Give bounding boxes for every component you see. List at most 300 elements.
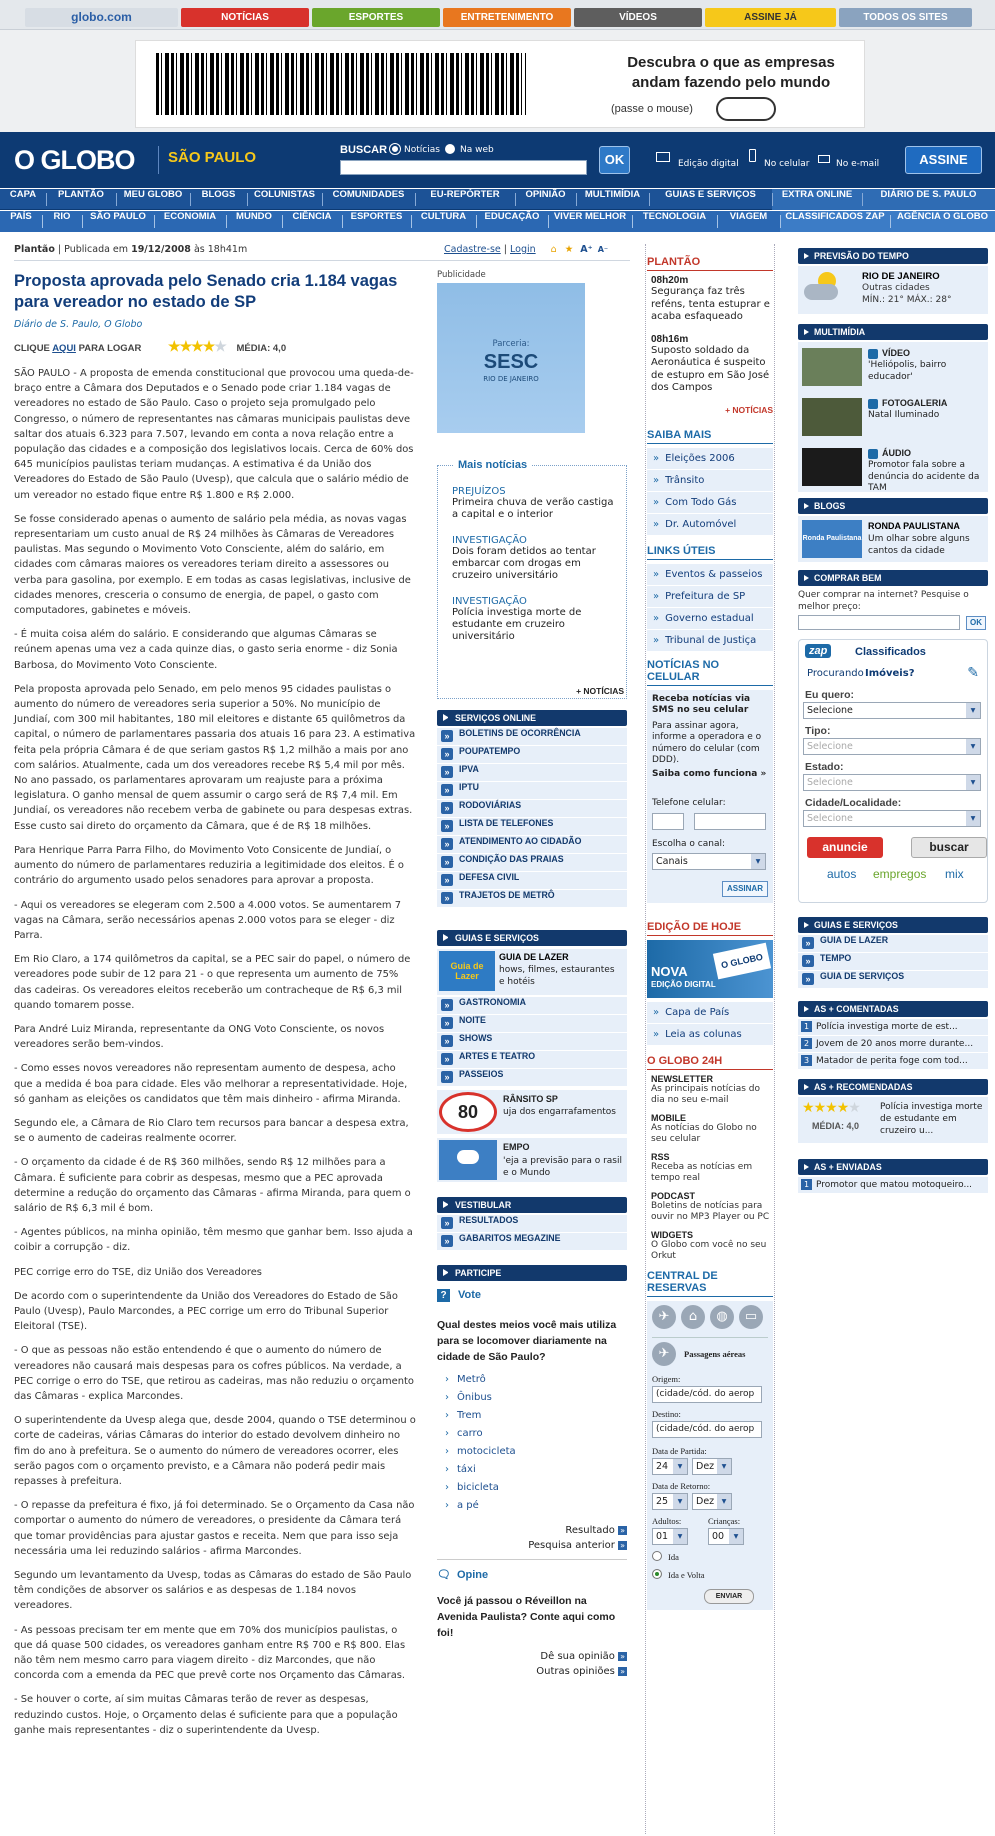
zap-logo[interactable]: zap — [805, 644, 831, 658]
tab-esportes[interactable]: ESPORTES — [312, 8, 440, 27]
section-nav-4[interactable]: MUNDO — [236, 211, 272, 222]
guia-lazer-title: GUIA DE LAZER — [499, 952, 569, 962]
tab-entretenimento[interactable]: ENTRETENIMENTO — [443, 8, 571, 27]
zap-field-select[interactable]: Selecione ▾ — [803, 738, 981, 755]
opine-question: Você já passou o Réveillon na Avenida Paulista? Conte aqui como foi! — [437, 1595, 616, 1639]
mais-noticia-tag: INVESTIGAÇÃO — [452, 535, 527, 546]
article-body — [14, 366, 416, 1738]
poll-bullet: › — [445, 1428, 449, 1439]
poll-option[interactable] — [437, 1425, 627, 1443]
rate-login-link[interactable]: AQUI — [52, 343, 76, 354]
nav-11[interactable]: DIÁRIO DE S. PAULO — [862, 189, 995, 210]
published-date: 19/12/2008 — [131, 244, 191, 255]
servico-link[interactable]: » ATENDIMENTO AO CIDADÃO — [437, 836, 627, 854]
rank-number: 2 — [801, 1038, 812, 1049]
plantao-mais-link[interactable]: + NOTÍCIAS — [725, 404, 773, 415]
links-uteis-link-label[interactable]: Tribunal de Justiça — [665, 634, 757, 646]
multimidia-type[interactable]: VÍDEO — [882, 348, 911, 358]
destino-input[interactable]: (cidade/cód. do aerop — [652, 1421, 762, 1438]
outras-cidades-link[interactable]: Outras cidades — [862, 283, 930, 293]
poll-bullet: › — [445, 1464, 449, 1475]
multimidia-item[interactable] — [798, 342, 988, 392]
de-sua-opiniao-link[interactable]: Dê sua opinião — [540, 1651, 615, 1662]
assinar-button[interactable]: ASSINAR — [722, 881, 768, 897]
outras-opinioes-link[interactable]: Outras opiniões — [536, 1666, 615, 1677]
links-uteis-link[interactable] — [647, 608, 773, 629]
links-uteis-link[interactable] — [647, 586, 773, 607]
poll-option[interactable] — [437, 1461, 627, 1479]
blog-item[interactable] — [798, 516, 988, 562]
nav-separator — [515, 193, 516, 206]
vestibular-link[interactable]: » GABARITOS MEGAZINE — [437, 1233, 627, 1251]
tab-todos-os-sites[interactable]: TODOS OS SITES — [839, 8, 972, 27]
section-nav-0[interactable]: PAÍS — [10, 211, 32, 222]
retorno-dia-select[interactable]: 25 ▾ — [652, 1493, 688, 1510]
bullet-icon: » — [653, 452, 660, 464]
guias-header — [437, 930, 627, 946]
links-uteis-link-label[interactable]: Eventos & passeios — [665, 568, 763, 580]
adultos-label: Adultos: — [652, 1516, 682, 1526]
star-icon: ★ — [836, 1100, 849, 1116]
servico-link[interactable]: » CONDIÇÃO DAS PRAIAS — [437, 854, 627, 872]
mais-noticias-link[interactable]: + NOTÍCIAS — [576, 686, 624, 696]
buscar-button[interactable]: buscar — [911, 837, 987, 858]
g24-head[interactable]: NEWSLETTER — [651, 1074, 713, 1084]
servico-link[interactable]: » POUPATEMPO — [437, 746, 627, 764]
rank-number: 3 — [801, 1055, 812, 1066]
partida-label: Data de Partida: — [652, 1446, 707, 1456]
login-link[interactable]: Login — [510, 244, 536, 255]
ida-volta-radio[interactable] — [652, 1569, 662, 1579]
section-label: Plantão — [14, 244, 55, 255]
tab-noticias[interactable]: NOTÍCIAS — [181, 8, 309, 27]
r-guia-link[interactable]: » GUIA DE LAZER — [798, 935, 988, 953]
g24-item[interactable] — [651, 1191, 773, 1223]
mais-noticia-text[interactable]: Dois foram detidos ao tentar embarcar com drogas em cruzeiro universitário — [452, 546, 596, 581]
origem-label: Origem: — [652, 1374, 681, 1384]
zap-field-select[interactable]: Selecione ▾ — [803, 810, 981, 827]
saiba-mais-title: SAIBA MAIS — [647, 429, 773, 444]
g24-head[interactable]: MOBILE — [651, 1113, 686, 1123]
opine-label: Opine — [456, 1569, 489, 1581]
guia-lazer-text: hows, filmes, estaurantes e hotéis — [499, 965, 615, 987]
destino-label: Destino: — [652, 1409, 681, 1419]
nav-6[interactable]: EU-REPÓRTER — [430, 189, 500, 200]
globe-icon[interactable]: ◍ — [710, 1305, 734, 1329]
guia-lazer-promo[interactable] — [437, 949, 627, 995]
plantao-text[interactable]: Segurança faz três reféns, tenta estuprar e acaba esfaqueado — [651, 286, 770, 322]
tempo-title: EMPO — [503, 1142, 530, 1152]
servico-link[interactable]: » TRAJETOS DE METRÔ — [437, 890, 627, 908]
zap-procurando: Procurando — [807, 668, 864, 679]
zap-mix-link[interactable]: mix — [945, 867, 964, 881]
mais-noticia-text[interactable]: Primeira chuva de verão castiga a capital e o interior — [452, 497, 614, 520]
article-paragraph: - Se houver o corte, aí sim muitas Câmaras terão de rever as despesas, reduzindo custos. Hoje, o Orçamento delas é suficiente para que a população ganhe mais representantes - diz o superintendente da Uvesp. — [14, 1694, 398, 1736]
media-type-icon — [868, 349, 878, 359]
no-celular-link[interactable]: No celular — [764, 159, 810, 169]
saiba-link-label[interactable]: Dr. Automóvel — [665, 518, 737, 530]
no-email-link[interactable]: No e-mail — [836, 159, 880, 169]
servico-link[interactable]: » IPTU — [437, 782, 627, 800]
vote-heading — [437, 1289, 627, 1307]
links-uteis-link-label[interactable]: Governo estadual — [665, 612, 754, 624]
guia-link[interactable]: » SHOWS — [437, 1033, 627, 1051]
star-icon: ★ — [179, 338, 192, 354]
nav-5[interactable]: COMUNIDADES — [332, 189, 405, 200]
recomendada-item[interactable] — [798, 1097, 988, 1143]
radio-noticias[interactable] — [390, 144, 400, 154]
nav-3[interactable]: BLOGS — [201, 189, 236, 200]
tab-assine-ja[interactable]: ASSINE JÁ — [705, 8, 836, 27]
nav-separator — [576, 193, 577, 206]
tempo-header — [798, 248, 988, 264]
guia-link[interactable]: » GASTRONOMIA — [437, 997, 627, 1015]
nav-separator — [632, 215, 633, 228]
poll-option-label[interactable]: carro — [457, 1428, 483, 1439]
enviar-button[interactable]: ENVIAR — [704, 1589, 754, 1604]
section-nav-13[interactable]: AGÊNCIA O GLOBO — [890, 211, 995, 232]
guia-link[interactable]: » PASSEIOS — [437, 1069, 627, 1087]
links-uteis-link[interactable] — [647, 564, 773, 585]
section-nav-2[interactable]: SÃO PAULO — [90, 211, 146, 222]
r-guia-link[interactable]: » TEMPO — [798, 953, 988, 971]
celular-title: NOTÍCIAS NO CELULAR — [647, 659, 773, 686]
zap-imoveis: Imóveis? — [865, 668, 915, 679]
article-paragraph: - Agentes públicos, na minha opinião, têm mesmo que ganhar bem. Isso ajuda a coibir a corrupção - diz. — [14, 1227, 413, 1254]
mais-noticia-item[interactable] — [452, 486, 622, 521]
canal-select[interactable]: Canais ▾ — [652, 853, 766, 870]
section-nav-8[interactable]: EDUCAÇÃO — [484, 211, 540, 222]
poll-option[interactable] — [437, 1497, 627, 1515]
criancas-label: Crianças: — [708, 1516, 741, 1526]
poll-bullet: › — [445, 1392, 449, 1403]
nav-separator — [342, 215, 343, 228]
rank-number: 1 — [801, 1021, 812, 1032]
star-icon: ★ — [825, 1100, 837, 1116]
links-uteis-title: LINKS ÚTEIS — [647, 545, 773, 560]
tempo-promo[interactable] — [437, 1138, 627, 1182]
saiba-link-label[interactable]: Com Todo Gás — [665, 496, 737, 508]
arrow-icon: » — [620, 1541, 625, 1550]
column-3 — [647, 256, 773, 1610]
nav-1[interactable]: PLANTÃO — [58, 189, 104, 200]
ddd-input[interactable] — [652, 813, 684, 830]
blog-name[interactable]: RONDA PAULISTANA — [868, 521, 960, 531]
enviada-item-text[interactable]: Promotor que matou motoqueiro... — [816, 1180, 973, 1190]
criancas-select[interactable]: 00 ▾ — [708, 1528, 744, 1545]
star-icon: ★ — [802, 1100, 814, 1116]
multimidia-item[interactable] — [798, 392, 988, 442]
poll-option-label[interactable]: táxi — [457, 1464, 476, 1475]
tempo-text: 'eja a previsão para o rasil e o Mundo — [503, 1156, 622, 1178]
nav-9[interactable]: GUIAS E SERVIÇOS — [665, 189, 756, 200]
nav-separator — [415, 193, 416, 206]
phone-input[interactable] — [694, 813, 766, 830]
nav-separator — [154, 215, 155, 228]
adultos-select[interactable]: 01 ▾ — [652, 1528, 688, 1545]
retorno-mes-select[interactable]: Dez ▾ — [692, 1493, 732, 1510]
g24-head[interactable]: WIDGETS — [651, 1230, 693, 1240]
edicao-link-label[interactable]: Leia as colunas — [665, 1029, 742, 1040]
section-nav-12[interactable]: CLASSIFICADOS ZAP — [780, 211, 890, 232]
poll-option-label[interactable]: Trem — [457, 1410, 482, 1421]
ida-radio[interactable] — [652, 1551, 662, 1561]
zap-autos-link[interactable]: autos — [827, 867, 857, 881]
section-nav-9[interactable]: VIVER MELHOR — [553, 211, 627, 222]
font-decrease-icon[interactable]: A⁻ — [597, 245, 609, 254]
transito-sign: 80 — [439, 1092, 497, 1132]
section-nav-1[interactable]: RIO — [53, 211, 71, 222]
poll-option-label[interactable]: motocicleta — [457, 1446, 516, 1457]
g24-text: Receba as notícias em tempo real — [651, 1162, 753, 1183]
guia-link[interactable]: » NOITE — [437, 1015, 627, 1033]
mouse-icon — [716, 97, 776, 121]
sesc-ad[interactable] — [437, 283, 585, 433]
poll-option-label[interactable]: bicicleta — [457, 1482, 499, 1493]
enviada-item[interactable] — [798, 1177, 988, 1193]
bullet-icon: » — [653, 474, 660, 486]
poll-option-label[interactable]: Ônibus — [457, 1392, 492, 1403]
edition-label: SÃO PAULO — [168, 149, 257, 166]
resultado-link[interactable]: Resultado — [565, 1525, 615, 1536]
r-guia-link[interactable]: » GUIA DE SERVIÇOS — [798, 971, 988, 989]
multimidia-text[interactable]: Promotor fala sobre a denúncia do acidente da TAM — [868, 460, 980, 493]
comentada-item[interactable] — [798, 1053, 988, 1069]
article-paragraph: Segundo um levantamento da Uvesp, todas as Câmaras do estado de São Paulo têm condições de absorver os salários e as despesas de 1.184 novos vereadores. — [14, 1570, 412, 1612]
globo-com-logo[interactable]: globo.com — [25, 8, 178, 27]
edicao-link[interactable] — [647, 1002, 773, 1023]
pesquisa-anterior-link[interactable]: Pesquisa anterior — [528, 1540, 615, 1551]
rec-text[interactable]: Polícia investiga morte de estudante em cruzeiro u... — [880, 1102, 983, 1136]
article-paragraph: De acordo com o superintendente da União dos Vereadores do Estado de São Paulo (Uvesp), Paulo Marcondes, a PEC corrige um erro do Tribunal Superior Eleitoral (TSE). — [14, 1290, 398, 1333]
rating-stars[interactable] — [168, 338, 226, 354]
edicao-link-label[interactable]: Capa de País — [665, 1007, 730, 1018]
g24-item[interactable] — [651, 1074, 773, 1106]
guia-link[interactable]: » ARTES E TEATRO — [437, 1051, 627, 1069]
partida-mes-select[interactable]: Dez ▾ — [692, 1458, 732, 1475]
nav-4[interactable]: COLUNISTAS — [253, 189, 316, 200]
saiba-link-label[interactable]: Eleições 2006 — [665, 452, 735, 464]
servicos-header — [437, 710, 627, 726]
g24-text: As notícias do Globo no seu celular — [651, 1123, 757, 1144]
article-paragraph: - O que as pessoas não estão entendendo é que o aumento do número de vereadores não causará mais despesas para os cofres públicos. Na verdade, a PEC corrige o erro do TSE, que retirou as cadeiras, mas não reduziu o orçamento das Câmaras - explica Marcondes. — [14, 1345, 414, 1402]
comentada-item[interactable] — [798, 1036, 988, 1052]
vestibular-link[interactable]: » RESULTADOS — [437, 1215, 627, 1233]
servico-link[interactable]: » IPVA — [437, 764, 627, 782]
comentada-item-text[interactable]: Polícia investiga morte de est... — [816, 1022, 958, 1032]
nav-separator — [282, 215, 283, 228]
saiba-link[interactable] — [647, 514, 773, 535]
multimidia-text[interactable]: 'Heliópolis, bairro educador' — [868, 360, 947, 382]
servico-link[interactable]: » DEFESA CIVIL — [437, 872, 627, 890]
poll-option[interactable] — [437, 1389, 627, 1407]
comprar-ok-button[interactable]: OK — [966, 616, 986, 630]
parceria-label: Parceria: — [492, 339, 530, 349]
poll-option[interactable] — [437, 1479, 627, 1497]
section-nav-6[interactable]: ESPORTES — [350, 211, 403, 222]
car-icon[interactable]: ▭ — [739, 1305, 763, 1329]
radio-web-label: Na web — [460, 145, 494, 155]
multimidia-type[interactable]: ÁUDIO — [882, 448, 911, 458]
banner-ad[interactable] — [135, 40, 865, 128]
article-paragraph: - É muita coisa além do salário. E considerando que algumas Câmaras se reúnem apenas uma vez a cada quinze dias, o gasto seria enorme - diz Sonia Barbosa, do Movimento Voto Consciente. — [14, 629, 398, 671]
plane-icon[interactable]: ✈ — [652, 1305, 676, 1329]
section-nav-3[interactable]: ECONOMIA — [163, 211, 217, 222]
comentada-item-text[interactable]: Jovem de 20 anos morre durante... — [816, 1039, 974, 1049]
g24-text: As principais notícias do dia no seu e-mail — [651, 1084, 761, 1105]
poll-option[interactable] — [437, 1371, 627, 1389]
multimidia-header — [798, 324, 988, 340]
nav-separator — [890, 215, 891, 228]
central-reservas-title: CENTRAL DE RESERVAS — [647, 1270, 773, 1297]
article-paragraph: - As pessoas precisam ter em mente que em 70% dos municípios paulistas, o que dá quase 500 cidades, os vereadores ganham entre R$ 700 e R$ 800. Elas não têm nem mesmo carro para viagem direito - diz Marcondes, que não concorda com a emenda da PEC que prevê corte nos Orçamento das Câmaras. — [14, 1624, 406, 1682]
nav-separator — [42, 215, 43, 228]
favorite-star-icon[interactable]: ★ — [564, 244, 574, 255]
font-increase-icon[interactable]: A⁺ — [580, 244, 593, 255]
article-paragraph: O superintendente da Uvesp alega que, desde 2004, quando o TSE determinou o corte de cadeiras, várias Câmaras do interior do estado devolvem dinheiro no fim do ano à prefeitura. Se o aumento do número de vereadores ocorrer, eles serão pagos com o orçamento previsto, e a Câmara não poderá pedir mais repasses à prefeitura. — [14, 1415, 416, 1487]
bullet-icon: » — [653, 1029, 660, 1040]
plantao-text[interactable]: Suposto soldado da Aeronáutica é suspeito de estupro em São José dos Campos — [651, 344, 770, 393]
weather-city: RIO DE JANEIRO — [862, 271, 940, 282]
speech-icon: 🗨 — [437, 1569, 451, 1581]
nav-separator — [46, 193, 47, 206]
blog-text: Um olhar sobre alguns cantos da cidade — [868, 534, 970, 556]
section-nav-7[interactable]: CULTURA — [420, 211, 467, 222]
transito-text: uja dos engarrafamentos — [503, 1107, 616, 1117]
saiba-link[interactable] — [647, 470, 773, 491]
o-globo-logo[interactable]: O GLOBO — [14, 145, 135, 175]
multimidia-item[interactable] — [798, 442, 988, 492]
nav-separator — [82, 215, 83, 228]
rate-prefix: CLIQUE — [14, 343, 50, 354]
nav-8[interactable]: MULTIMÍDIA — [584, 189, 641, 200]
radio-web[interactable] — [445, 144, 455, 154]
assine-button[interactable]: ASSINE — [905, 146, 982, 174]
plantao-item[interactable] — [651, 275, 773, 324]
servico-link[interactable]: » BOLETINS DE OCORRÊNCIA — [437, 728, 627, 746]
sesc-sub: RIO DE JANEIRO — [483, 375, 539, 383]
star-icon: ★ — [813, 1100, 826, 1116]
nav-7[interactable]: OPINIÃO — [525, 189, 566, 200]
tab-videos[interactable]: VÍDEOS — [574, 8, 702, 27]
sesc-logo: SESC — [483, 351, 539, 373]
zap-empregos-link[interactable]: empregos — [873, 867, 927, 881]
servico-link[interactable]: » RODOVIÁRIAS — [437, 800, 627, 818]
partida-dia-select[interactable]: 24 ▾ — [652, 1458, 688, 1475]
section-nav-11[interactable]: VIAGEM — [729, 211, 768, 222]
rank-number: 1 — [801, 1179, 812, 1190]
home-icon[interactable]: ⌂ — [550, 244, 557, 255]
hotel-icon[interactable]: ⌂ — [681, 1305, 705, 1329]
links-uteis-link-label[interactable]: Prefeitura de SP — [665, 590, 746, 602]
comprar-text: Quer comprar na internet? Pesquise o melhor preço: — [798, 590, 969, 612]
enviadas-title: AS + ENVIADAS — [814, 1162, 882, 1172]
transito-promo[interactable] — [437, 1090, 627, 1134]
multimidia-thumbnail — [802, 348, 862, 386]
participe-header — [437, 1265, 627, 1281]
poll-option-label[interactable]: Metrô — [457, 1374, 486, 1385]
celular-how-link[interactable]: Saiba como funciona » — [652, 768, 767, 779]
search-ok-button[interactable]: OK — [599, 146, 630, 174]
poll-option[interactable] — [437, 1443, 627, 1461]
nav-10[interactable]: EXTRA ONLINE — [772, 189, 862, 210]
comentada-item[interactable] — [798, 1019, 988, 1035]
poll-option[interactable] — [437, 1407, 627, 1425]
star-icon: ★ — [214, 338, 226, 354]
comprar-input[interactable] — [798, 615, 960, 630]
search-label: BUSCAR — [340, 144, 388, 156]
question-icon: ? — [437, 1289, 450, 1302]
rate-suffix: PARA LOGAR — [78, 343, 142, 354]
links-uteis-link[interactable] — [647, 630, 773, 651]
saiba-link[interactable] — [647, 492, 773, 513]
celular-tel-label: Telefone celular: — [652, 798, 726, 808]
origem-input[interactable]: (cidade/cód. do aerop — [652, 1386, 762, 1403]
article-paragraph: PEC corrige erro do TSE, diz União dos Vereadores — [14, 1266, 262, 1278]
article-paragraph: - O orçamento da cidade é de R$ 360 milhões, sendo R$ 12 milhões para a Câmara. É suficiente para cobrir as despesas, mesmo que a PEC aprovada determine a redução do orçamento das Câmaras - afirma Miranda, para quem o salário de R$ 6,3 mil é bom. — [14, 1157, 411, 1214]
article-paragraph: Segundo ele, a Câmara de Rio Claro tem recursos para bancar a despesa extra, se o aumento de cadeiras realmente ocorrer. — [14, 1117, 409, 1145]
g24-item[interactable] — [651, 1230, 773, 1262]
mais-noticia-item[interactable] — [452, 535, 622, 582]
saiba-link[interactable] — [647, 448, 773, 469]
weather-image — [439, 1140, 497, 1180]
search-input[interactable] — [340, 160, 587, 175]
vestibular-title: VESTIBULAR — [455, 1200, 512, 1210]
bullet-icon: » — [653, 634, 660, 646]
nav-2[interactable]: MEU GLOBO — [123, 189, 183, 200]
zap-field-select[interactable]: Selecione ▾ — [803, 702, 981, 719]
plantao-item[interactable] — [651, 334, 773, 395]
g24-item[interactable] — [651, 1113, 773, 1145]
mais-noticias-box — [437, 459, 627, 699]
g24-head[interactable]: RSS — [651, 1152, 670, 1162]
nav-separator — [780, 215, 781, 228]
section-nav-5[interactable]: CIÊNCIA — [292, 211, 332, 222]
zap-field-label: Eu quero: — [805, 689, 854, 701]
multimidia-thumbnail — [802, 448, 862, 486]
g24-head[interactable]: PODCAST — [651, 1191, 696, 1201]
poll-option-label[interactable]: a pé — [457, 1500, 479, 1511]
participe-title: PARTICIPE — [455, 1268, 502, 1278]
bullet-icon: » — [653, 1007, 660, 1018]
zap-field-select[interactable]: Selecione ▾ — [803, 774, 981, 791]
recomendadas-title: AS + RECOMENDADAS — [814, 1082, 913, 1092]
article-source: Diário de S. Paulo, O Globo — [14, 319, 143, 330]
pin-icon: ✎ — [967, 665, 979, 681]
edicao-digital-link[interactable]: Edição digital — [678, 159, 739, 169]
edicao-hoje-title: EDIÇÃO DE HOJE — [647, 921, 773, 936]
mais-noticia-item[interactable] — [452, 596, 622, 643]
comentada-item-text[interactable]: Matador de perita foge com tod... — [816, 1056, 968, 1066]
servico-link[interactable]: » LISTA DE TELEFONES — [437, 818, 627, 836]
edicao-digital-banner[interactable] — [647, 940, 773, 998]
g24-item[interactable] — [651, 1152, 773, 1184]
monitor-icon — [656, 152, 670, 162]
signup-link[interactable]: Cadastre-se — [444, 244, 501, 255]
star-icon: ★ — [848, 1100, 860, 1116]
reservas-box — [647, 1301, 773, 1610]
multimidia-type[interactable]: FOTOGALERIA — [882, 398, 948, 408]
nav-separator — [862, 193, 863, 206]
nav-0[interactable]: CAPA — [9, 189, 37, 200]
section-nav-10[interactable]: TECNOLOGIA — [642, 211, 707, 222]
edicao-link[interactable] — [647, 1024, 773, 1045]
mais-noticia-text[interactable]: Polícia investiga morte de estudante em cruzeiro universitário — [452, 607, 582, 642]
ad-hint: (passe o mouse) — [611, 103, 693, 115]
multimidia-text[interactable]: Natal Iluminado — [868, 410, 940, 420]
saiba-link-label[interactable]: Trânsito — [665, 474, 705, 486]
anuncie-button[interactable]: anuncie — [807, 837, 883, 858]
